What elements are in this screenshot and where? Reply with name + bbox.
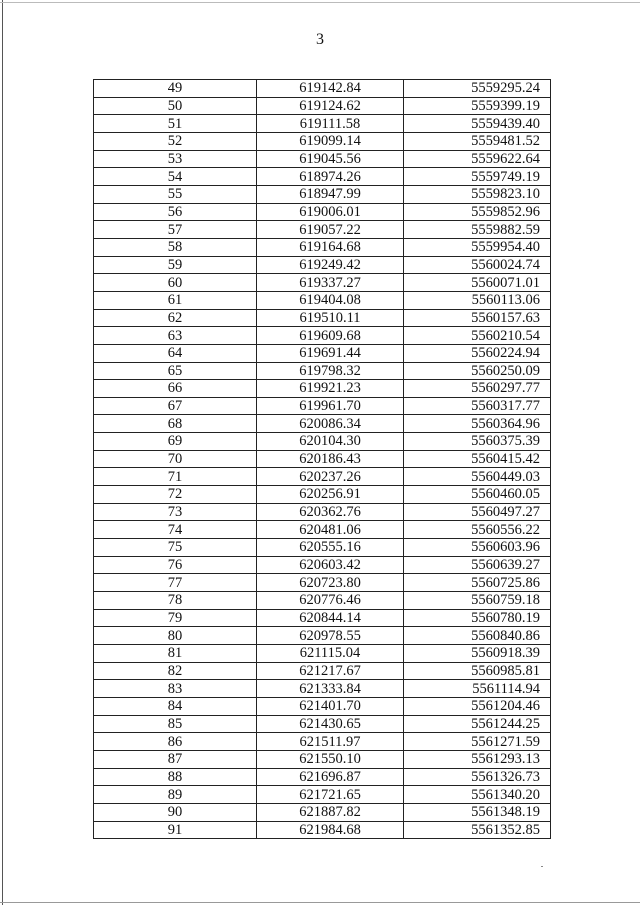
x-coordinate-cell: 620237.26 (257, 468, 404, 486)
page-edge-bottom (0, 902, 640, 903)
y-coordinate-cell: 5560024.74 (404, 256, 551, 274)
point-number-cell: 58 (94, 238, 257, 256)
x-coordinate-cell: 620481.06 (257, 521, 404, 539)
table-row (94, 362, 551, 380)
y-coordinate-cell: 5561326.73 (404, 768, 551, 786)
table-row (94, 256, 551, 274)
point-number-cell: 56 (94, 203, 257, 221)
scan-speck (541, 866, 543, 867)
y-coordinate-cell: 5560759.18 (404, 592, 551, 610)
point-number-cell: 85 (94, 715, 257, 733)
x-coordinate-cell: 620723.80 (257, 574, 404, 592)
x-coordinate-cell: 619142.84 (257, 80, 404, 98)
x-coordinate-cell: 621511.97 (257, 733, 404, 751)
point-number-cell: 74 (94, 521, 257, 539)
y-coordinate-cell: 5561204.46 (404, 697, 551, 715)
x-coordinate-cell: 620104.30 (257, 433, 404, 451)
table-row (94, 238, 551, 256)
x-coordinate-cell: 620603.42 (257, 556, 404, 574)
y-coordinate-cell: 5559481.52 (404, 132, 551, 150)
y-coordinate-cell: 5560918.39 (404, 645, 551, 663)
x-coordinate-cell: 620086.34 (257, 415, 404, 433)
table-row (94, 468, 551, 486)
point-number-cell: 70 (94, 450, 257, 468)
y-coordinate-cell: 5559823.10 (404, 185, 551, 203)
table-row (94, 80, 551, 98)
x-coordinate-cell: 620186.43 (257, 450, 404, 468)
y-coordinate-cell: 5560210.54 (404, 327, 551, 345)
table-row (94, 115, 551, 133)
point-number-cell: 77 (94, 574, 257, 592)
coordinates-table (93, 79, 551, 839)
table-row (94, 627, 551, 645)
y-coordinate-cell: 5559749.19 (404, 168, 551, 186)
y-coordinate-cell: 5559852.96 (404, 203, 551, 221)
point-number-cell: 53 (94, 150, 257, 168)
point-number-cell: 64 (94, 344, 257, 362)
y-coordinate-cell: 5561352.85 (404, 821, 551, 839)
point-number-cell: 88 (94, 768, 257, 786)
x-coordinate-cell: 620844.14 (257, 609, 404, 627)
point-number-cell: 54 (94, 168, 257, 186)
table-row (94, 803, 551, 821)
table-row (94, 380, 551, 398)
point-number-cell: 82 (94, 662, 257, 680)
x-coordinate-cell: 621721.65 (257, 786, 404, 804)
table-row (94, 203, 551, 221)
table-row (94, 768, 551, 786)
table-row (94, 733, 551, 751)
x-coordinate-cell: 619691.44 (257, 344, 404, 362)
x-coordinate-cell: 621430.65 (257, 715, 404, 733)
x-coordinate-cell: 620555.16 (257, 539, 404, 557)
table-row (94, 786, 551, 804)
y-coordinate-cell: 5561340.20 (404, 786, 551, 804)
table-row (94, 645, 551, 663)
x-coordinate-cell: 620776.46 (257, 592, 404, 610)
table-row (94, 662, 551, 680)
y-coordinate-cell: 5560317.77 (404, 397, 551, 415)
table-row (94, 221, 551, 239)
point-number-cell: 73 (94, 503, 257, 521)
table-row (94, 132, 551, 150)
table-row (94, 539, 551, 557)
table-row (94, 680, 551, 698)
y-coordinate-cell: 5560157.63 (404, 309, 551, 327)
table-row (94, 415, 551, 433)
point-number-cell: 66 (94, 380, 257, 398)
y-coordinate-cell: 5560985.81 (404, 662, 551, 680)
table-row (94, 503, 551, 521)
y-coordinate-cell: 5560556.22 (404, 521, 551, 539)
y-coordinate-cell: 5559954.40 (404, 238, 551, 256)
point-number-cell: 62 (94, 309, 257, 327)
point-number-cell: 65 (94, 362, 257, 380)
y-coordinate-cell: 5560224.94 (404, 344, 551, 362)
point-number-cell: 79 (94, 609, 257, 627)
point-number-cell: 78 (94, 592, 257, 610)
x-coordinate-cell: 619111.58 (257, 115, 404, 133)
y-coordinate-cell: 5560639.27 (404, 556, 551, 574)
table-row (94, 97, 551, 115)
y-coordinate-cell: 5560415.42 (404, 450, 551, 468)
point-number-cell: 91 (94, 821, 257, 839)
y-coordinate-cell: 5560780.19 (404, 609, 551, 627)
point-number-cell: 49 (94, 80, 257, 98)
point-number-cell: 71 (94, 468, 257, 486)
point-number-cell: 84 (94, 697, 257, 715)
y-coordinate-cell: 5559399.19 (404, 97, 551, 115)
point-number-cell: 51 (94, 115, 257, 133)
point-number-cell: 63 (94, 327, 257, 345)
x-coordinate-cell: 621887.82 (257, 803, 404, 821)
y-coordinate-cell: 5561244.25 (404, 715, 551, 733)
table-row (94, 592, 551, 610)
y-coordinate-cell: 5561293.13 (404, 750, 551, 768)
y-coordinate-cell: 5561271.59 (404, 733, 551, 751)
point-number-cell: 57 (94, 221, 257, 239)
point-number-cell: 67 (94, 397, 257, 415)
table-row (94, 397, 551, 415)
x-coordinate-cell: 619609.68 (257, 327, 404, 345)
table-row (94, 327, 551, 345)
x-coordinate-cell: 620362.76 (257, 503, 404, 521)
table-row (94, 821, 551, 839)
point-number-cell: 86 (94, 733, 257, 751)
y-coordinate-cell: 5560460.05 (404, 486, 551, 504)
y-coordinate-cell: 5560113.06 (404, 291, 551, 309)
x-coordinate-cell: 619057.22 (257, 221, 404, 239)
x-coordinate-cell: 619961.70 (257, 397, 404, 415)
point-number-cell: 69 (94, 433, 257, 451)
table-row (94, 521, 551, 539)
x-coordinate-cell: 619045.56 (257, 150, 404, 168)
table-row (94, 274, 551, 292)
coordinates-table-body (94, 80, 551, 839)
y-coordinate-cell: 5560364.96 (404, 415, 551, 433)
point-number-cell: 87 (94, 750, 257, 768)
point-number-cell: 72 (94, 486, 257, 504)
y-coordinate-cell: 5560297.77 (404, 380, 551, 398)
y-coordinate-cell: 5560375.39 (404, 433, 551, 451)
x-coordinate-cell: 619164.68 (257, 238, 404, 256)
x-coordinate-cell: 619921.23 (257, 380, 404, 398)
x-coordinate-cell: 619124.62 (257, 97, 404, 115)
x-coordinate-cell: 621115.04 (257, 645, 404, 663)
x-coordinate-cell: 619249.42 (257, 256, 404, 274)
x-coordinate-cell: 620256.91 (257, 486, 404, 504)
page-number: 3 (316, 31, 324, 48)
table-row (94, 750, 551, 768)
y-coordinate-cell: 5559622.64 (404, 150, 551, 168)
y-coordinate-cell: 5559295.24 (404, 80, 551, 98)
table-row (94, 486, 551, 504)
point-number-cell: 83 (94, 680, 257, 698)
y-coordinate-cell: 5560071.01 (404, 274, 551, 292)
y-coordinate-cell: 5560497.27 (404, 503, 551, 521)
y-coordinate-cell: 5560840.86 (404, 627, 551, 645)
table-row (94, 556, 551, 574)
point-number-cell: 52 (94, 132, 257, 150)
point-number-cell: 50 (94, 97, 257, 115)
x-coordinate-cell: 619510.11 (257, 309, 404, 327)
y-coordinate-cell: 5560603.96 (404, 539, 551, 557)
x-coordinate-cell: 618947.99 (257, 185, 404, 203)
point-number-cell: 60 (94, 274, 257, 292)
table-row (94, 291, 551, 309)
x-coordinate-cell: 621696.87 (257, 768, 404, 786)
table-row (94, 450, 551, 468)
table-row (94, 574, 551, 592)
table-row (94, 433, 551, 451)
point-number-cell: 89 (94, 786, 257, 804)
table-row (94, 168, 551, 186)
x-coordinate-cell: 621333.84 (257, 680, 404, 698)
point-number-cell: 61 (94, 291, 257, 309)
x-coordinate-cell: 619006.01 (257, 203, 404, 221)
x-coordinate-cell: 618974.26 (257, 168, 404, 186)
x-coordinate-cell: 619798.32 (257, 362, 404, 380)
table-row (94, 715, 551, 733)
point-number-cell: 81 (94, 645, 257, 663)
point-number-cell: 76 (94, 556, 257, 574)
point-number-cell: 55 (94, 185, 257, 203)
y-coordinate-cell: 5561348.19 (404, 803, 551, 821)
table-row (94, 309, 551, 327)
x-coordinate-cell: 619337.27 (257, 274, 404, 292)
table-row (94, 185, 551, 203)
x-coordinate-cell: 621401.70 (257, 697, 404, 715)
y-coordinate-cell: 5559882.59 (404, 221, 551, 239)
y-coordinate-cell: 5561114.94 (404, 680, 551, 698)
x-coordinate-cell: 620978.55 (257, 627, 404, 645)
point-number-cell: 90 (94, 803, 257, 821)
point-number-cell: 59 (94, 256, 257, 274)
x-coordinate-cell: 619099.14 (257, 132, 404, 150)
y-coordinate-cell: 5560449.03 (404, 468, 551, 486)
table-row (94, 609, 551, 627)
page-edge-left (2, 0, 3, 905)
x-coordinate-cell: 619404.08 (257, 291, 404, 309)
y-coordinate-cell: 5560725.86 (404, 574, 551, 592)
point-number-cell: 68 (94, 415, 257, 433)
x-coordinate-cell: 621550.10 (257, 750, 404, 768)
table-row (94, 150, 551, 168)
point-number-cell: 80 (94, 627, 257, 645)
point-number-cell: 75 (94, 539, 257, 557)
table-row (94, 344, 551, 362)
y-coordinate-cell: 5560250.09 (404, 362, 551, 380)
x-coordinate-cell: 621984.68 (257, 821, 404, 839)
y-coordinate-cell: 5559439.40 (404, 115, 551, 133)
page-edge-top (0, 2, 640, 3)
table-row (94, 697, 551, 715)
x-coordinate-cell: 621217.67 (257, 662, 404, 680)
